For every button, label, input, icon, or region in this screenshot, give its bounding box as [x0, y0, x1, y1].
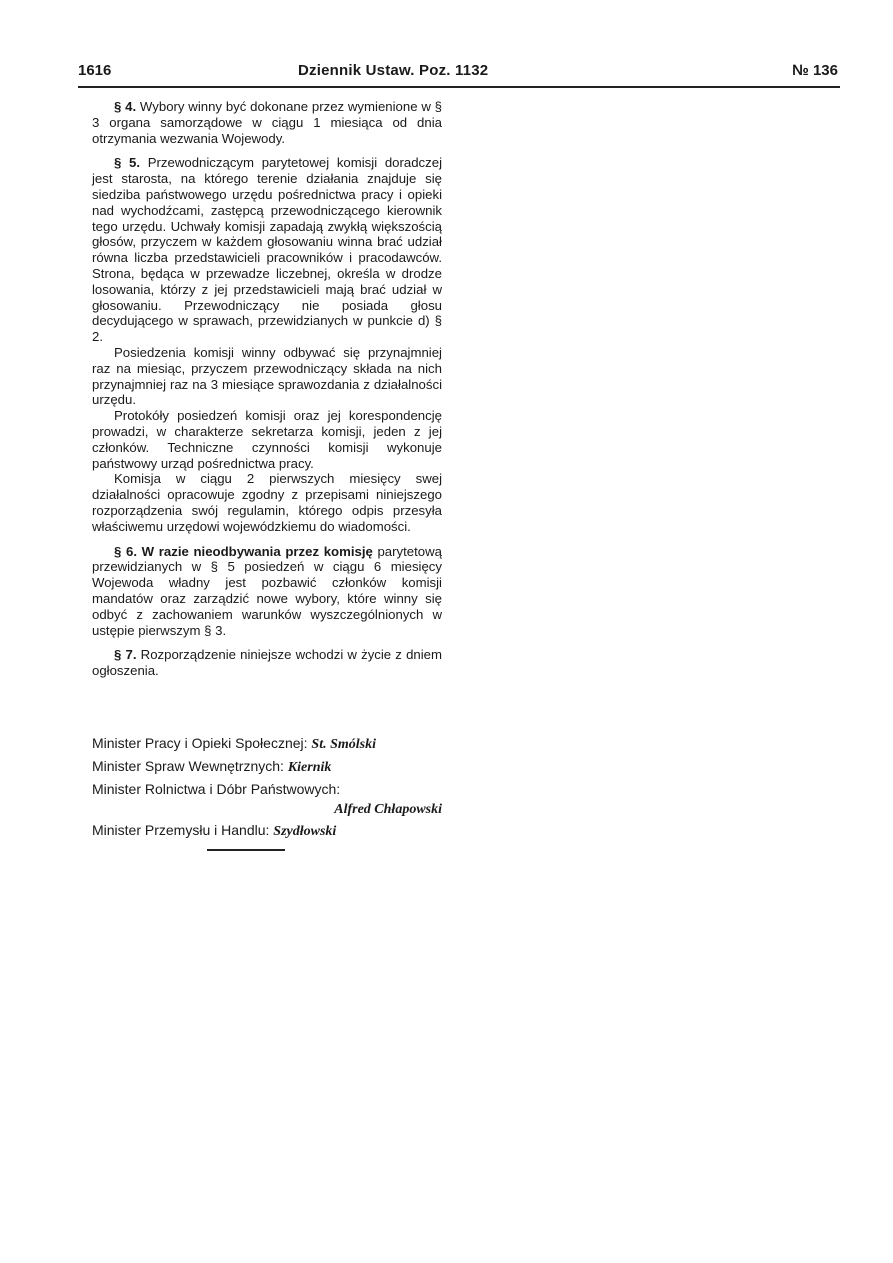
- paragraph-text: Protokóły posiedzeń komisji oraz jej korespondencję prowadzi, w charakterze sekretarza komisji, jeden z jej członków. Techniczne czynności komisji wykonuje państwowy urząd pośrednictwa pracy.: [92, 408, 442, 471]
- signature-line: [92, 732, 442, 755]
- document-body: [92, 99, 442, 679]
- paragraph-meetings: [92, 345, 442, 408]
- paragraph-text: Komisja w ciągu 2 pierwszych miesięcy swej działalności opracowuje zgodny z przepisami niniejszego rozporządzenia swój regulamin, którego odpis przesyła właściwemu urzędowi wojewódzkiemu do wiadomości.: [92, 471, 442, 534]
- minister-title: Minister Spraw Wewnętrznych:: [92, 758, 288, 774]
- minister-title: Minister Pracy i Opieki Społecznej:: [92, 735, 312, 751]
- signature-line: [92, 755, 442, 778]
- paragraph-text: Przewodniczącym parytetowej komisji doradczej jest starosta, na którego terenie działania znajduje się siedziba państwowego urzędu pośrednictwa pracy i opieki nad wychodźcami, zastępcą przewodniczącego kierownik tego urzędu. Uchwały komisji zapadają zwykłą większością głosów, przyczem w każdem głosowaniu winna brać udział równa liczba przedstawicieli pracowników i pracodawców. Strona, będąca w przewadze liczebnej, określa w drodze losowania, którzy z jej przedstawicieli mają brać udział w głosowaniu. Przewodniczący nie posiada głosu decydującego w sprawach, przewidzianych w punkcie d) § 2.: [92, 155, 442, 345]
- minister-name-continuation: Alfred Chłapowski: [334, 802, 442, 817]
- minister-title: Minister Przemysłu i Handlu:: [92, 822, 274, 838]
- minister-title: Minister Rolnictwa i Dóbr Państwowych:: [92, 781, 341, 797]
- paragraph-section-6: [92, 544, 442, 639]
- section-number: § 5.: [114, 155, 141, 171]
- paragraph-lead: W razie nieodbywania przez komisję: [137, 543, 373, 559]
- header-rule: [78, 86, 840, 88]
- page-number: 1616: [78, 62, 112, 79]
- signature-block: [92, 732, 442, 842]
- paragraph-regulations: [92, 471, 442, 534]
- paragraph-section-5: [92, 155, 442, 345]
- paragraph-text: Rozporządzenie niniejsze wchodzi w życie z dniem ogłoszenia.: [92, 647, 442, 679]
- section-number: § 4.: [114, 99, 137, 114]
- signature-line: [92, 819, 442, 842]
- minister-name: St. Smólski: [311, 737, 377, 752]
- minister-name: Szydłowski: [273, 824, 337, 839]
- paragraph-text: Posiedzenia komisji winny odbywać się przynajmniej raz na miesiąc, przyczem przewodniczący składa na nich przynajmniej raz na 3 miesiące sprawozdania z działalności urzędu.: [92, 344, 442, 408]
- page-header: [78, 62, 838, 84]
- paragraph-section-7: [92, 647, 442, 679]
- journal-title: Dziennik Ustaw. Poz. 1132: [298, 62, 489, 79]
- paragraph-text: Wybory winny być dokonane przez wymienione w § 3 organa samorządowe w ciągu 1 miesiąca od dnia otrzymania wezwania Wojewody.: [92, 99, 442, 146]
- minister-name: Kiernik: [287, 760, 332, 775]
- paragraph-text: parytetową przewidzianych w § 5 posiedzeń w ciągu 6 miesięcy Wojewoda władny jest pozbawić członków komisji mandatów oraz zarządzić nowe wybory, które winny się odbyć z zachowaniem warunków wyszczególnionych w ustępie pierwszym § 3.: [92, 543, 442, 638]
- paragraph-protocols: [92, 408, 442, 471]
- section-number: § 6.: [114, 543, 137, 559]
- section-number: § 7.: [114, 647, 137, 663]
- paragraph-section-4: [92, 99, 442, 146]
- signature-line: [92, 778, 442, 801]
- issue-number: № 136: [792, 62, 838, 79]
- end-rule: [207, 849, 285, 851]
